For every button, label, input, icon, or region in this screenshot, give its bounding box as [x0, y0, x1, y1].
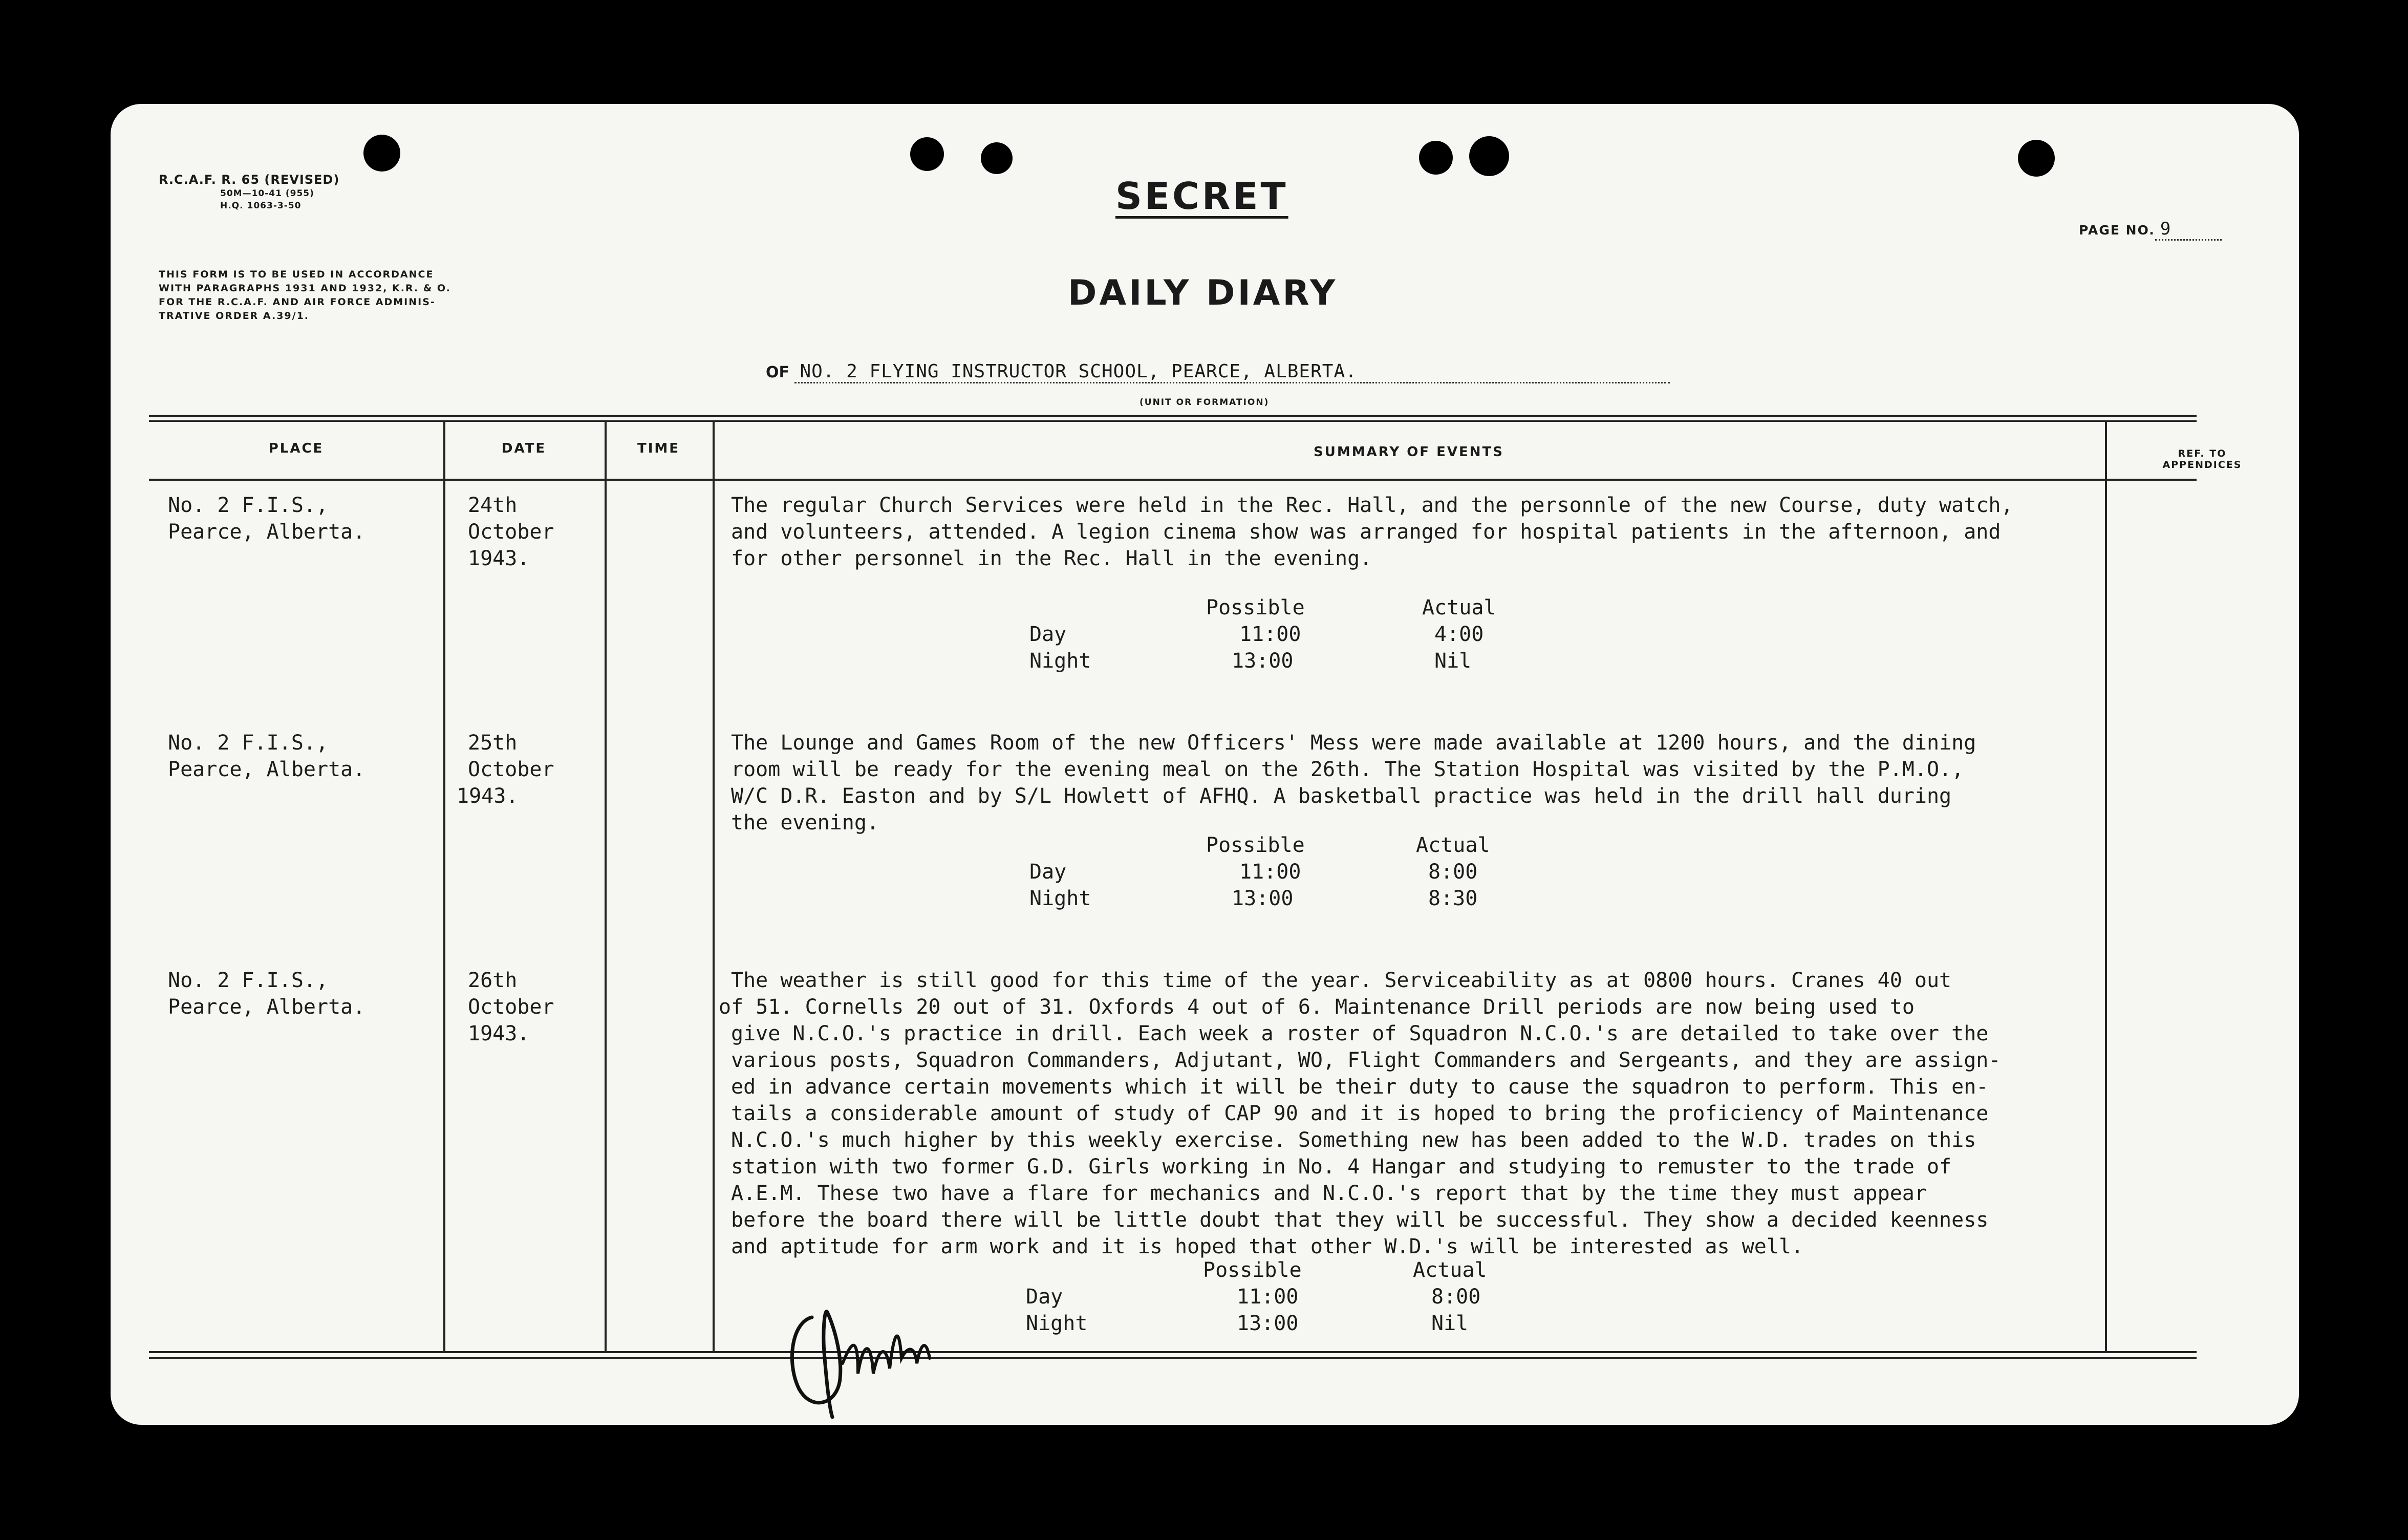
- night-actual: Nil: [1431, 1312, 1469, 1335]
- date-line: October: [468, 758, 554, 781]
- column-header-ref: [2105, 448, 2299, 470]
- summary-line: The weather is still good for this time of the year. Serviceability as at 0800 hours. Cranes 40 out: [731, 969, 1952, 992]
- handwritten-initials: [776, 1302, 1042, 1420]
- day-possible: 11:00: [1239, 860, 1301, 884]
- form-code-line: H.Q. 1063-3-50: [220, 201, 302, 211]
- place-line: Pearce, Alberta.: [168, 520, 365, 544]
- summary-line: before the board there will be little doubt that they will be successful. They show a decided keenness: [731, 1208, 1989, 1232]
- table-top-rule: [149, 420, 2197, 422]
- possible-header: Possible: [1206, 833, 1305, 857]
- page-number-label: PAGE NO.: [2079, 223, 2155, 238]
- night-possible: 13:00: [1237, 1312, 1299, 1335]
- entry-date: [457, 730, 554, 809]
- entry-summary: [719, 967, 2113, 1260]
- form-code-line: R.C.A.F. R. 65 (REVISED): [159, 173, 340, 187]
- punch-hole: [1419, 141, 1453, 175]
- date-line: 1943.: [457, 784, 519, 808]
- summary-line: and aptitude for arm work and it is hoped that other W.D.'s will be interested as well.: [731, 1235, 1804, 1258]
- column-divider: [605, 420, 607, 1351]
- diary-page: [111, 104, 2299, 1425]
- summary-line: station with two former G.D. Girls working in No. 4 Hangar and studying to remuster to the trade of: [731, 1155, 1952, 1179]
- summary-line: for other personnel in the Rec. Hall in the evening.: [731, 547, 1372, 570]
- date-line: 26th: [468, 969, 518, 992]
- actual-header: Actual: [1422, 596, 1496, 619]
- summary-line: A.E.M. These two have a flare for mechanics and N.C.O.'s report that by the time they must appear: [731, 1182, 1927, 1205]
- page-title: DAILY DIARY: [1068, 273, 1338, 313]
- punch-hole: [1469, 136, 1509, 176]
- possible-header: Possible: [1203, 1258, 1302, 1282]
- page-number-value: 9: [2155, 219, 2222, 241]
- place-line: No. 2 F.I.S.,: [168, 969, 329, 992]
- date-line: 1943.: [468, 547, 530, 570]
- punch-hole: [363, 135, 400, 172]
- table-bottom-rule: [149, 1357, 2197, 1359]
- night-label: Night: [1026, 1312, 1088, 1335]
- page-number-field: [2079, 219, 2222, 241]
- summary-line: the evening.: [731, 811, 879, 835]
- usage-note-line: THIS FORM IS TO BE USED IN ACCORDANCE: [159, 269, 434, 280]
- usage-note-line: WITH PARAGRAPHS 1931 AND 1932, K.R. & O.: [159, 283, 451, 294]
- place-line: No. 2 F.I.S.,: [168, 731, 329, 755]
- punch-hole: [2018, 140, 2055, 177]
- usage-note: [159, 268, 451, 323]
- table-top-rule: [149, 415, 2197, 417]
- place-line: No. 2 F.I.S.,: [168, 494, 329, 517]
- place-line: Pearce, Alberta.: [168, 995, 365, 1019]
- column-header-ref-line: APPENDICES: [2162, 459, 2242, 470]
- summary-line: ed in advance certain movements which it will be their duty to cause the squadron to perform. This en-: [731, 1075, 1989, 1099]
- column-header-summary: SUMMARY OF EVENTS: [1314, 444, 1504, 460]
- summary-line: W/C D.R. Easton and by S/L Howlett of AFHQ. A basketball practice was held in the drill hall during: [731, 784, 1952, 808]
- night-possible: 13:00: [1232, 649, 1294, 673]
- column-header-date: DATE: [501, 441, 547, 456]
- actual-header: Actual: [1413, 1258, 1487, 1282]
- entry-date: [468, 967, 554, 1047]
- classification-heading: SECRET: [1115, 175, 1288, 218]
- date-line: 25th: [468, 731, 518, 755]
- entry-place: [168, 730, 365, 783]
- punch-hole: [910, 137, 944, 171]
- punch-hole: [981, 142, 1013, 174]
- day-actual: 8:00: [1431, 1285, 1481, 1309]
- summary-line: and volunteers, attended. A legion cinema show was arranged for hospital patients in the afternoon, and: [731, 520, 2001, 544]
- form-code-line: 50M—10-41 (955): [220, 188, 314, 199]
- night-actual: Nil: [1434, 649, 1472, 673]
- date-line: 24th: [468, 494, 518, 517]
- summary-line: The Lounge and Games Room of the new Officers' Mess were made available at 1200 hours, and the dining: [731, 731, 1976, 755]
- usage-note-line: TRATIVE ORDER A.39/1.: [159, 310, 310, 322]
- column-divider: [713, 420, 715, 1351]
- table-bottom-rule: [149, 1351, 2197, 1353]
- form-code: [159, 172, 339, 212]
- actual-header: Actual: [1416, 833, 1490, 857]
- unit-line: [766, 361, 1670, 383]
- day-label: Day: [1029, 623, 1067, 646]
- column-header-place: PLACE: [268, 441, 324, 456]
- night-actual: 8:30: [1428, 887, 1478, 910]
- summary-line: room will be ready for the evening meal on the 26th. The Station Hospital was visited by the P.M.O.,: [731, 758, 1964, 781]
- night-possible: 13:00: [1232, 887, 1294, 910]
- entry-place: [168, 492, 365, 545]
- day-label: Day: [1026, 1285, 1063, 1309]
- column-divider: [443, 420, 445, 1351]
- summary-line: tails a considerable amount of study of CAP 90 and it is hoped to bring the proficiency of Maintenance: [731, 1102, 1989, 1125]
- day-label: Day: [1029, 860, 1067, 884]
- unit-caption: (UNIT OR FORMATION): [1140, 397, 1270, 408]
- day-possible: 11:00: [1239, 623, 1301, 646]
- column-header-ref-line: REF. TO: [2178, 448, 2227, 459]
- summary-line: The regular Church Services were held in the Rec. Hall, and the personnle of the new Course, duty watch,: [731, 494, 2013, 517]
- place-line: Pearce, Alberta.: [168, 758, 365, 781]
- date-line: October: [468, 520, 554, 544]
- summary-line: N.C.O.'s much higher by this weekly exercise. Something new has been added to the W.D. trades on this: [731, 1128, 1976, 1152]
- usage-note-line: FOR THE R.C.A.F. AND AIR FORCE ADMINIS-: [159, 296, 436, 308]
- entry-place: [168, 967, 365, 1020]
- entry-summary: [731, 492, 2113, 572]
- date-line: 1943.: [468, 1022, 530, 1045]
- summary-line: give N.C.O.'s practice in drill. Each week a roster of Squadron N.C.O.'s are detailed to take over the: [731, 1022, 1989, 1045]
- entry-date: [468, 492, 554, 572]
- day-actual: 8:00: [1428, 860, 1478, 884]
- date-line: October: [468, 995, 554, 1019]
- summary-line: various posts, Squadron Commanders, Adjutant, WO, Flight Commanders and Sergeants, and they are assign-: [731, 1049, 2001, 1072]
- unit-name: NO. 2 FLYING INSTRUCTOR SCHOOL, PEARCE, ALBERTA.: [794, 361, 1670, 383]
- of-label: OF: [766, 363, 789, 381]
- summary-line: of 51. Cornells 20 out of 31. Oxfords 4 out of 6. Maintenance Drill periods are now being used to: [719, 995, 1915, 1019]
- header-bottom-rule: [149, 479, 2197, 481]
- column-header-time: TIME: [637, 441, 680, 456]
- night-label: Night: [1029, 649, 1091, 673]
- possible-header: Possible: [1206, 596, 1305, 619]
- day-possible: 11:00: [1237, 1285, 1299, 1309]
- day-actual: 4:00: [1434, 623, 1484, 646]
- entry-summary: [731, 730, 2113, 836]
- night-label: Night: [1029, 887, 1091, 910]
